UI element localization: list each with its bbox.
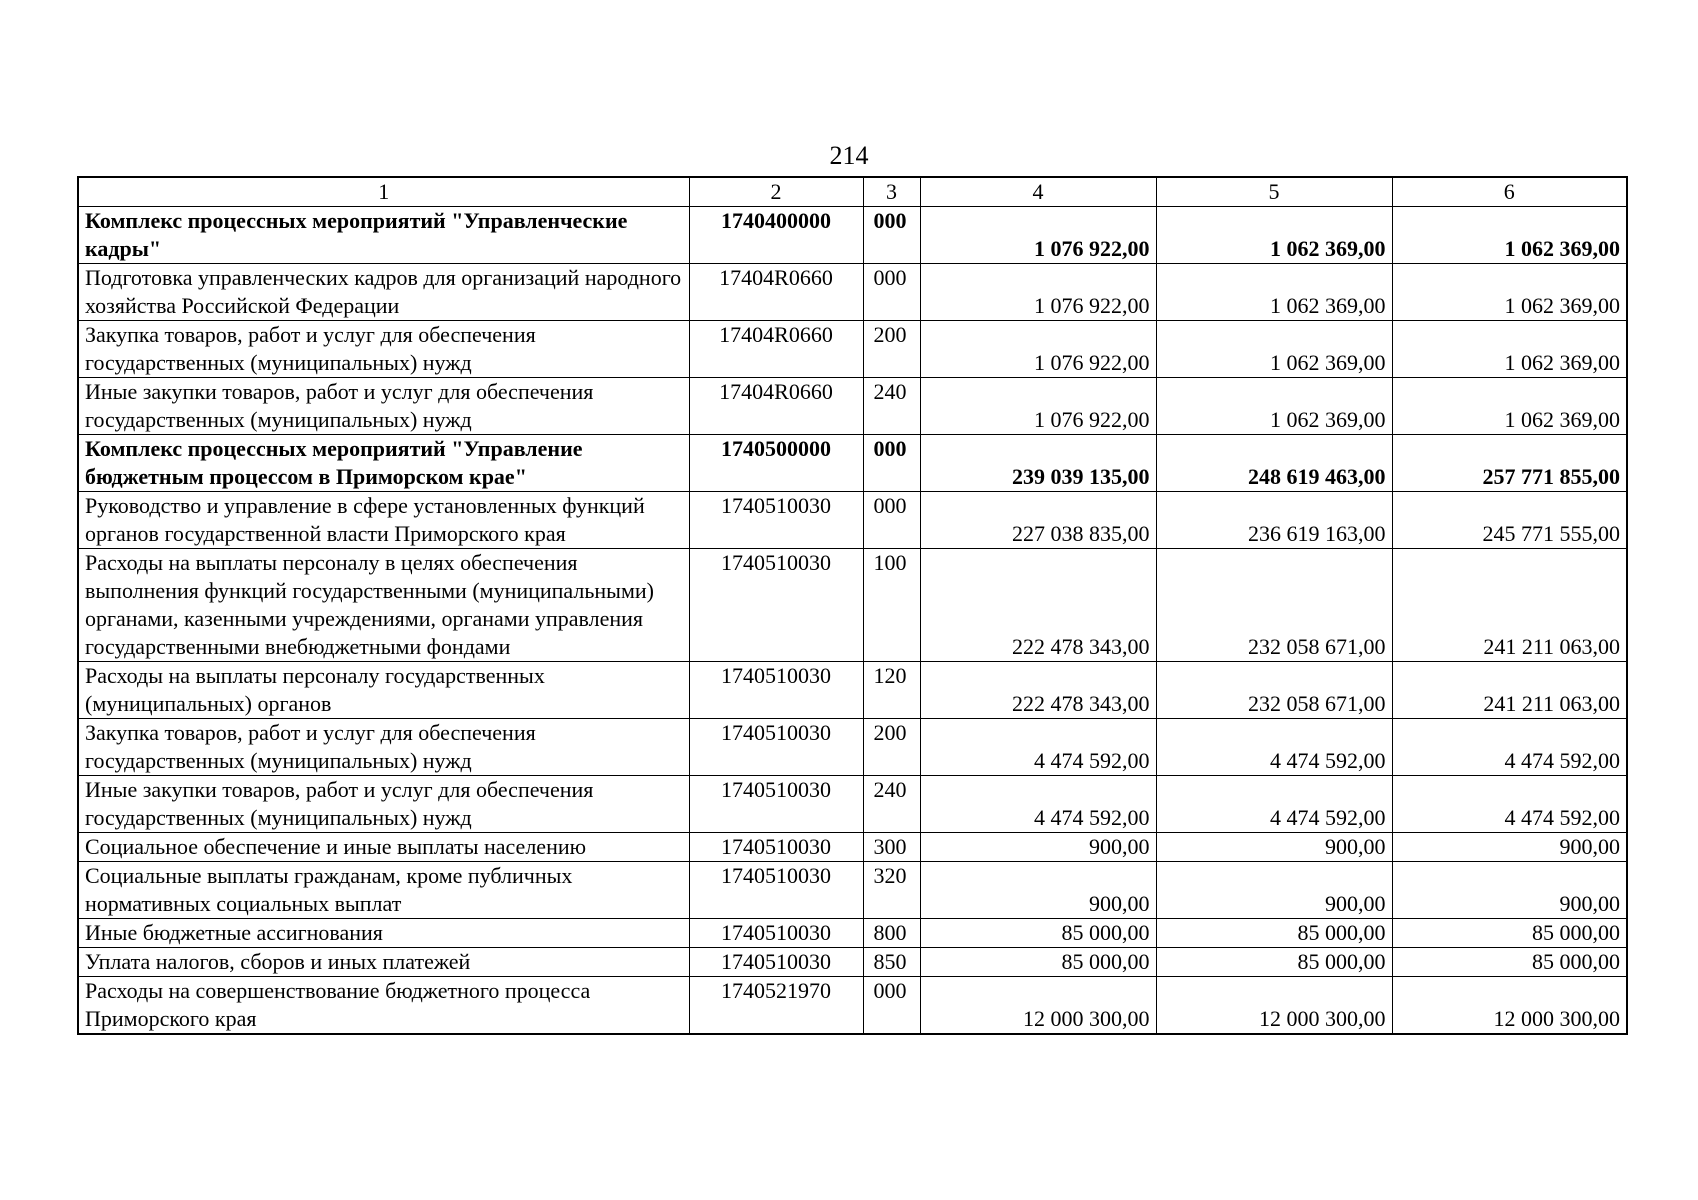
table-row (78, 207, 1627, 264)
row-kvr-cell: 120 (863, 662, 920, 719)
table-header (78, 177, 1627, 207)
row-code-cell: 1740521970 (689, 977, 863, 1035)
row-kvr-cell: 100 (863, 549, 920, 662)
row-code-cell: 1740400000 (689, 207, 863, 264)
row-name-cell: Расходы на совершенствование бюджетного процесса Приморского края (78, 977, 689, 1035)
table-row (78, 321, 1627, 378)
row-value-col6-cell: 245 771 555,00 (1392, 492, 1627, 549)
row-value-col5-cell: 1 062 369,00 (1156, 207, 1392, 264)
header-col-5: 5 (1156, 177, 1392, 207)
row-name-cell: Закупка товаров, работ и услуг для обеспечения государственных (муниципальных) нужд (78, 719, 689, 776)
row-value-col6-cell: 241 211 063,00 (1392, 549, 1627, 662)
row-value-col6-cell: 1 062 369,00 (1392, 378, 1627, 435)
table-row (78, 948, 1627, 977)
row-value-col5-cell: 85 000,00 (1156, 948, 1392, 977)
row-name-cell: Закупка товаров, работ и услуг для обеспечения государственных (муниципальных) нужд (78, 321, 689, 378)
row-code-cell: 1740500000 (689, 435, 863, 492)
row-value-col6-cell: 900,00 (1392, 833, 1627, 862)
row-value-col6-cell: 1 062 369,00 (1392, 321, 1627, 378)
row-value-col4-cell: 12 000 300,00 (920, 977, 1156, 1035)
row-value-col4-cell: 227 038 835,00 (920, 492, 1156, 549)
header-col-4: 4 (920, 177, 1156, 207)
row-value-col5-cell: 248 619 463,00 (1156, 435, 1392, 492)
row-value-col4-cell: 4 474 592,00 (920, 776, 1156, 833)
row-kvr-cell: 000 (863, 977, 920, 1035)
row-kvr-cell: 000 (863, 435, 920, 492)
row-value-col5-cell: 12 000 300,00 (1156, 977, 1392, 1035)
row-name-cell: Подготовка управленческих кадров для организаций народного хозяйства Российской Федерации (78, 264, 689, 321)
table-row (78, 378, 1627, 435)
header-col-1: 1 (78, 177, 689, 207)
row-value-col4-cell: 85 000,00 (920, 948, 1156, 977)
table-row (78, 833, 1627, 862)
row-value-col6-cell: 257 771 855,00 (1392, 435, 1627, 492)
header-col-3: 3 (863, 177, 920, 207)
row-code-cell: 1740510030 (689, 919, 863, 948)
row-kvr-cell: 000 (863, 207, 920, 264)
row-value-col4-cell: 900,00 (920, 862, 1156, 919)
row-kvr-cell: 240 (863, 378, 920, 435)
row-value-col6-cell: 241 211 063,00 (1392, 662, 1627, 719)
row-kvr-cell: 320 (863, 862, 920, 919)
row-value-col5-cell: 232 058 671,00 (1156, 662, 1392, 719)
row-code-cell: 1740510030 (689, 833, 863, 862)
row-code-cell: 1740510030 (689, 948, 863, 977)
row-value-col6-cell: 1 062 369,00 (1392, 207, 1627, 264)
row-value-col4-cell: 1 076 922,00 (920, 207, 1156, 264)
row-name-cell: Социальные выплаты гражданам, кроме публичных нормативных социальных выплат (78, 862, 689, 919)
row-code-cell: 17404R0660 (689, 264, 863, 321)
row-value-col6-cell: 4 474 592,00 (1392, 719, 1627, 776)
row-code-cell: 1740510030 (689, 492, 863, 549)
header-col-2: 2 (689, 177, 863, 207)
row-name-cell: Расходы на выплаты персоналу в целях обеспечения выполнения функций государственными (муниципальными) органами, казенными учреждениями, органами управления государственными внебюджетными фондами (78, 549, 689, 662)
header-row (78, 177, 1627, 207)
row-code-cell: 1740510030 (689, 549, 863, 662)
row-kvr-cell: 300 (863, 833, 920, 862)
page-number: 214 (829, 141, 869, 170)
row-name-cell: Иные закупки товаров, работ и услуг для обеспечения государственных (муниципальных) нужд (78, 378, 689, 435)
row-name-cell: Комплекс процессных мероприятий "Управленческие кадры" (78, 207, 689, 264)
row-name-cell: Иные закупки товаров, работ и услуг для обеспечения государственных (муниципальных) нужд (78, 776, 689, 833)
row-kvr-cell: 240 (863, 776, 920, 833)
row-kvr-cell: 000 (863, 492, 920, 549)
row-value-col4-cell: 85 000,00 (920, 919, 1156, 948)
row-value-col4-cell: 1 076 922,00 (920, 264, 1156, 321)
table-row (78, 719, 1627, 776)
row-code-cell: 1740510030 (689, 862, 863, 919)
row-value-col4-cell: 222 478 343,00 (920, 662, 1156, 719)
row-value-col6-cell: 900,00 (1392, 862, 1627, 919)
row-kvr-cell: 200 (863, 719, 920, 776)
budget-table (77, 176, 1628, 1035)
row-code-cell: 1740510030 (689, 719, 863, 776)
row-name-cell: Социальное обеспечение и иные выплаты населению (78, 833, 689, 862)
table-body (78, 207, 1627, 1035)
table-row (78, 862, 1627, 919)
row-value-col4-cell: 900,00 (920, 833, 1156, 862)
row-name-cell: Уплата налогов, сборов и иных платежей (78, 948, 689, 977)
row-value-col4-cell: 222 478 343,00 (920, 549, 1156, 662)
table-row (78, 549, 1627, 662)
row-value-col5-cell: 232 058 671,00 (1156, 549, 1392, 662)
row-value-col6-cell: 4 474 592,00 (1392, 776, 1627, 833)
table-row (78, 919, 1627, 948)
row-value-col4-cell: 239 039 135,00 (920, 435, 1156, 492)
row-code-cell: 1740510030 (689, 776, 863, 833)
row-code-cell: 17404R0660 (689, 321, 863, 378)
row-value-col4-cell: 4 474 592,00 (920, 719, 1156, 776)
row-value-col6-cell: 85 000,00 (1392, 948, 1627, 977)
row-value-col5-cell: 900,00 (1156, 862, 1392, 919)
row-value-col5-cell: 900,00 (1156, 833, 1392, 862)
row-kvr-cell: 200 (863, 321, 920, 378)
row-kvr-cell: 800 (863, 919, 920, 948)
row-value-col4-cell: 1 076 922,00 (920, 378, 1156, 435)
row-name-cell: Расходы на выплаты персоналу государственных (муниципальных) органов (78, 662, 689, 719)
row-value-col5-cell: 1 062 369,00 (1156, 264, 1392, 321)
row-value-col6-cell: 85 000,00 (1392, 919, 1627, 948)
row-value-col6-cell: 1 062 369,00 (1392, 264, 1627, 321)
table-row (78, 492, 1627, 549)
row-value-col5-cell: 85 000,00 (1156, 919, 1392, 948)
row-name-cell: Комплекс процессных мероприятий "Управление бюджетным процессом в Приморском крае" (78, 435, 689, 492)
table-row (78, 776, 1627, 833)
row-name-cell: Руководство и управление в сфере установленных функций органов государственной власти Приморского края (78, 492, 689, 549)
row-value-col5-cell: 236 619 163,00 (1156, 492, 1392, 549)
row-value-col5-cell: 1 062 369,00 (1156, 378, 1392, 435)
table-row (78, 264, 1627, 321)
row-value-col5-cell: 4 474 592,00 (1156, 719, 1392, 776)
row-kvr-cell: 850 (863, 948, 920, 977)
row-value-col5-cell: 4 474 592,00 (1156, 776, 1392, 833)
row-value-col4-cell: 1 076 922,00 (920, 321, 1156, 378)
header-col-6: 6 (1392, 177, 1627, 207)
table-row (78, 435, 1627, 492)
row-value-col6-cell: 12 000 300,00 (1392, 977, 1627, 1035)
row-kvr-cell: 000 (863, 264, 920, 321)
table-row (78, 977, 1627, 1035)
row-code-cell: 1740510030 (689, 662, 863, 719)
row-name-cell: Иные бюджетные ассигнования (78, 919, 689, 948)
row-code-cell: 17404R0660 (689, 378, 863, 435)
table-row (78, 662, 1627, 719)
row-value-col5-cell: 1 062 369,00 (1156, 321, 1392, 378)
